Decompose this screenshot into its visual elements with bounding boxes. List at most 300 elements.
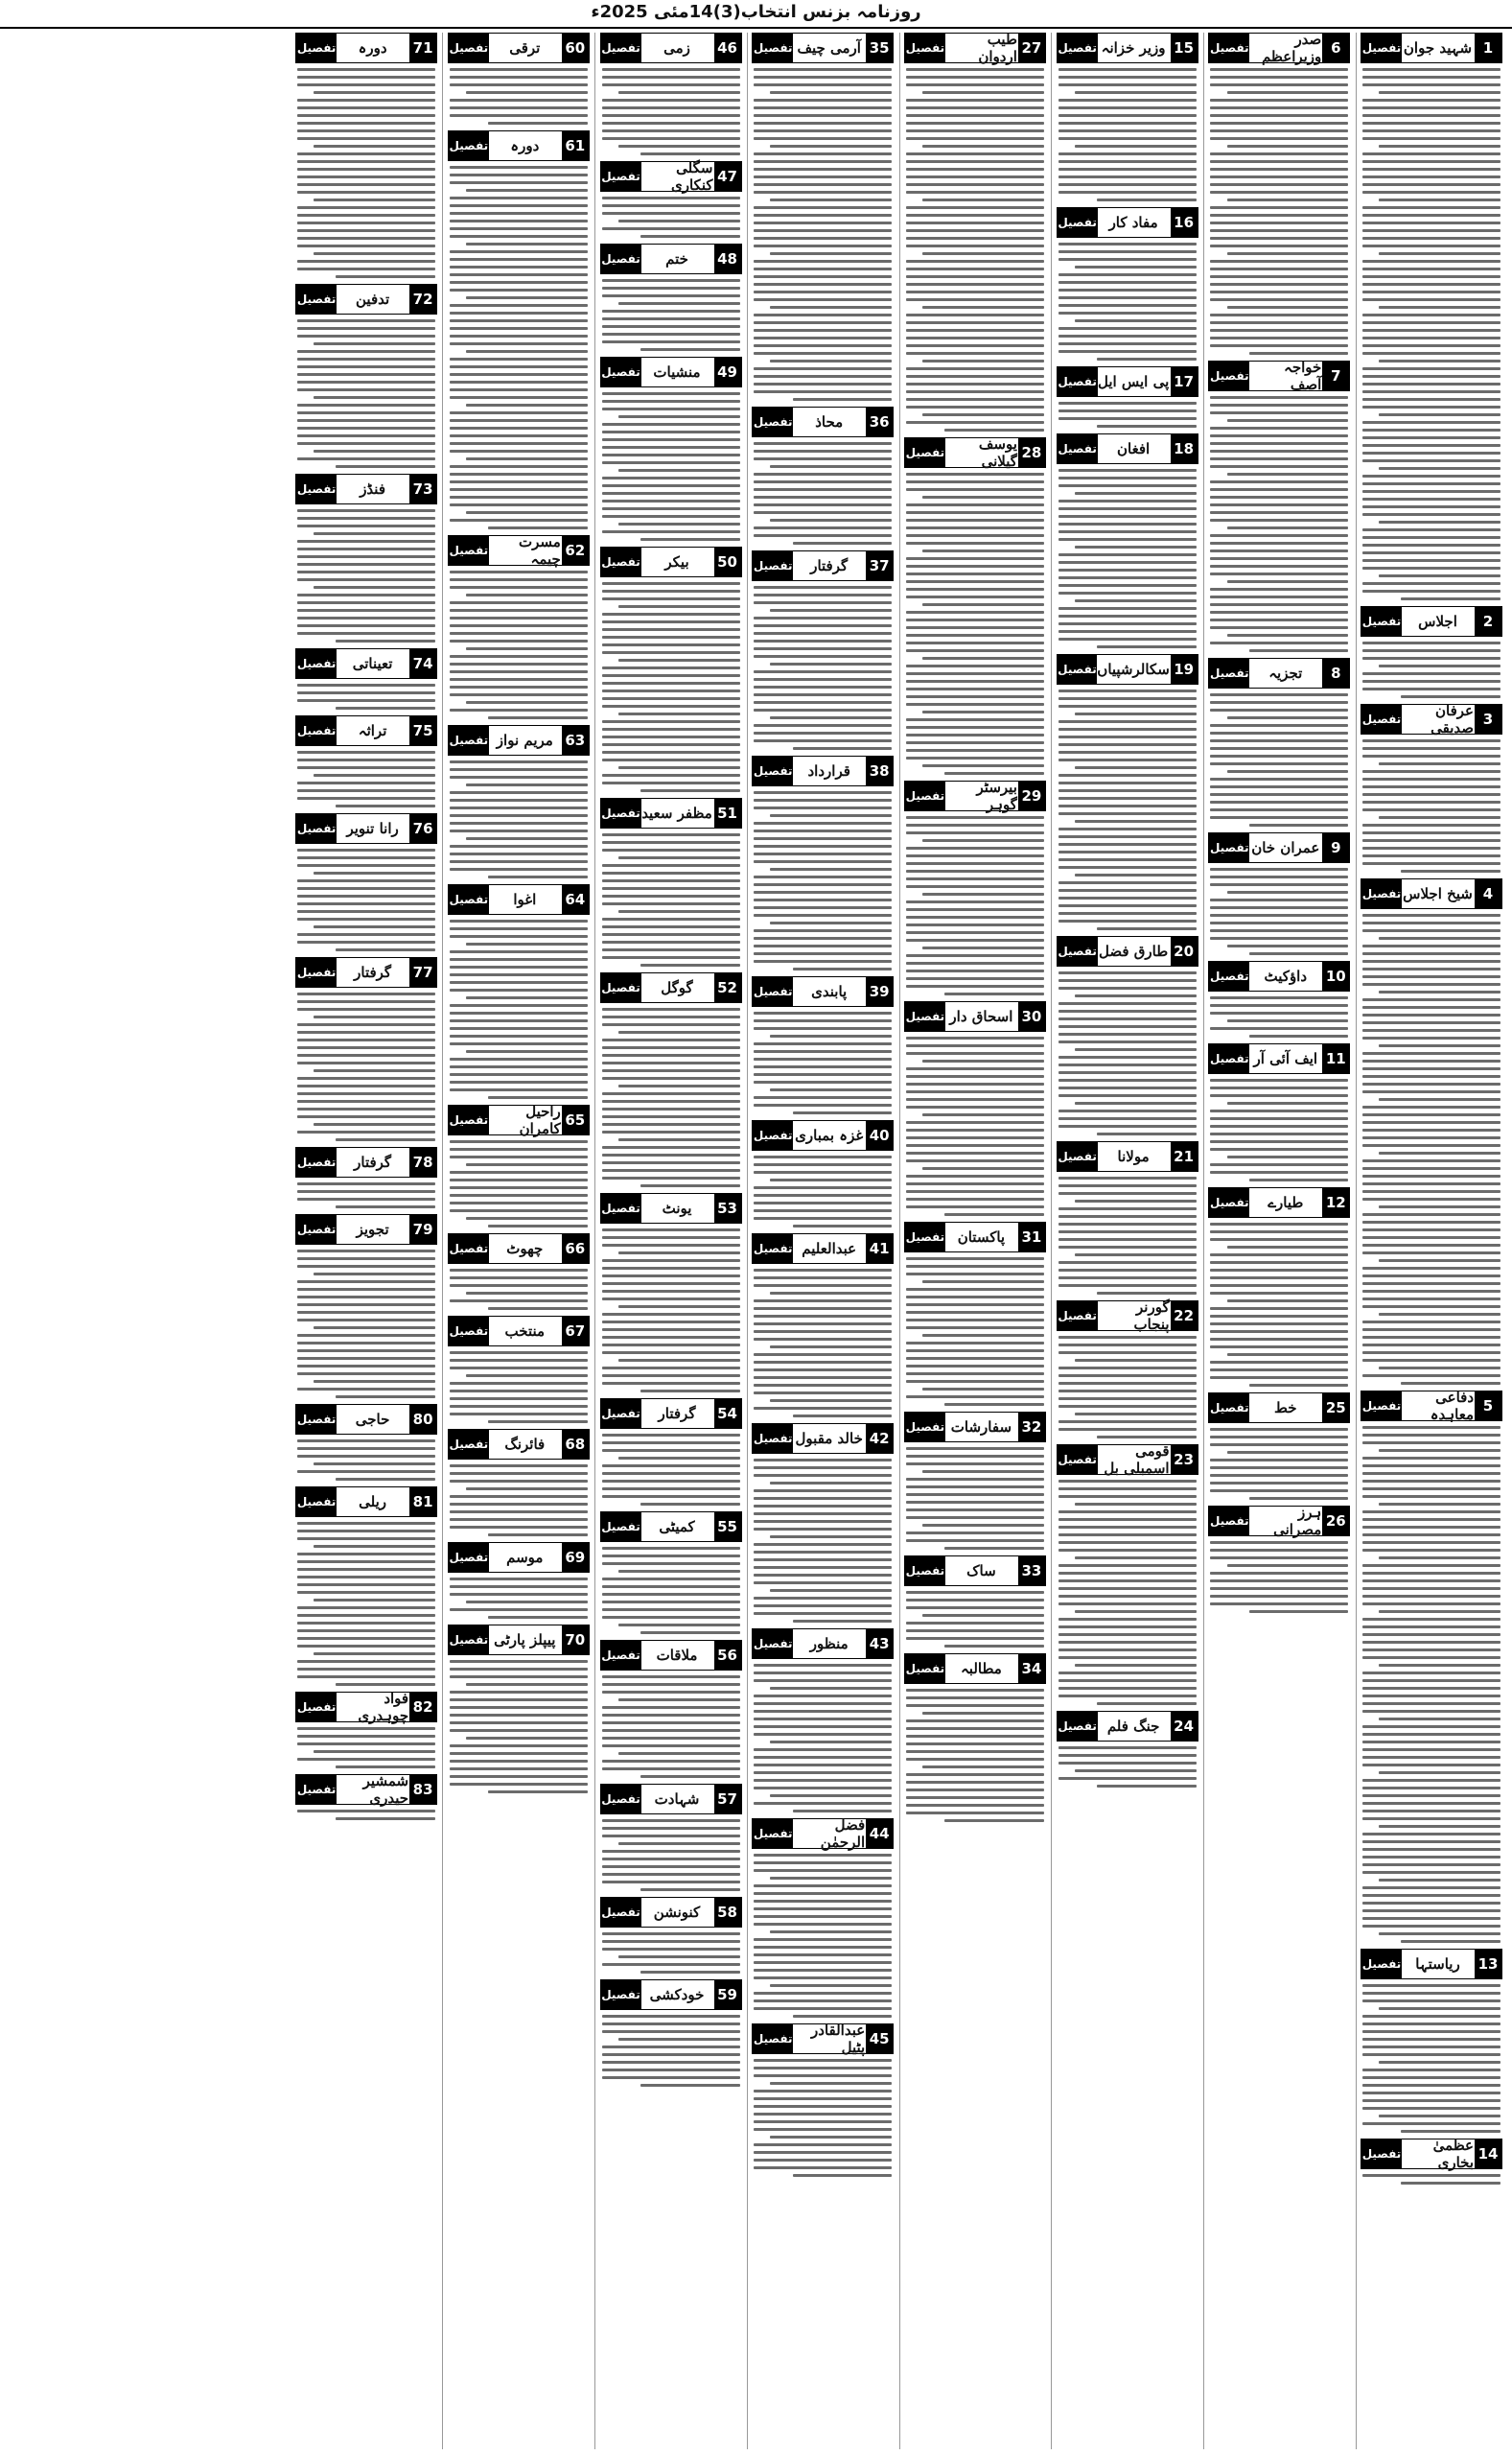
text-line [906, 939, 1044, 942]
item-title: دورہ [358, 39, 387, 57]
text-line [1362, 1159, 1500, 1162]
item-title: دورہ [510, 137, 540, 154]
text-line [1362, 1006, 1500, 1009]
news-item [752, 33, 894, 401]
text-line [450, 83, 588, 86]
text-line [450, 312, 588, 315]
text-line [297, 442, 435, 445]
text-line [602, 1932, 740, 1935]
item-body-text [600, 582, 742, 792]
text-line [618, 1305, 740, 1308]
text-line [602, 1077, 740, 1080]
item-body-text [600, 392, 742, 541]
text-line [1210, 1466, 1348, 1469]
text-line [770, 1794, 892, 1797]
item-body-text [295, 751, 437, 807]
item-body-text [752, 442, 894, 545]
text-line [1210, 899, 1348, 901]
text-line [602, 1675, 740, 1678]
text-line [1058, 697, 1197, 700]
text-line [906, 1750, 1044, 1753]
text-line [754, 329, 892, 332]
text-line [1210, 99, 1348, 102]
text-line [450, 488, 588, 491]
item-heading [1057, 1444, 1198, 1475]
text-line [314, 199, 435, 201]
item-body-text [295, 1250, 437, 1398]
text-line [1210, 1004, 1348, 1007]
text-line [770, 609, 892, 612]
item-tag-label: تفصیل [1058, 1712, 1098, 1741]
text-line [602, 76, 740, 79]
text-line [754, 1497, 892, 1500]
item-heading [600, 1398, 742, 1429]
item-title: دفاعی معاہدہ [1430, 1389, 1474, 1423]
item-number: 17 [1170, 367, 1198, 396]
text-line [770, 663, 892, 666]
news-item [1208, 658, 1350, 827]
text-line [754, 1058, 892, 1061]
text-line [1362, 1848, 1500, 1851]
item-heading [752, 2023, 894, 2054]
text-line [336, 1817, 435, 1820]
item-title: رانا تنویر [346, 820, 399, 837]
item-title: ریاستہا [1415, 1955, 1460, 1973]
item-title: تراثہ [358, 722, 387, 739]
text-line [754, 799, 892, 802]
news-item [295, 284, 437, 468]
text-line [450, 1073, 588, 1076]
text-line [1227, 145, 1349, 148]
text-line [1058, 1533, 1197, 1536]
text-line [793, 542, 893, 545]
text-line [1379, 2061, 1500, 2064]
text-line [1362, 808, 1500, 811]
news-item [1057, 1300, 1198, 1438]
text-line [297, 152, 435, 155]
news-item [1057, 654, 1198, 930]
text-line [602, 317, 740, 320]
text-line [297, 563, 435, 566]
text-line [922, 764, 1044, 767]
item-title: سگلی کنکاری [670, 159, 713, 194]
item-number: 77 [408, 958, 436, 987]
text-line [1210, 1012, 1348, 1015]
item-body-text [600, 1932, 742, 1974]
text-line [754, 1512, 892, 1515]
text-line [906, 283, 1044, 286]
text-line [1362, 1359, 1500, 1362]
text-line [1362, 649, 1500, 652]
text-line [906, 1136, 1044, 1139]
text-line [297, 1470, 435, 1473]
text-line [602, 1434, 740, 1437]
text-line [906, 1516, 1044, 1519]
item-heading [295, 1214, 437, 1245]
text-line [602, 1850, 740, 1853]
item-tag-label: تفصیل [601, 34, 641, 62]
text-line [297, 175, 435, 178]
text-line [1210, 122, 1348, 125]
text-line [450, 678, 588, 681]
text-line [450, 1088, 588, 1091]
text-line [906, 1198, 1044, 1201]
text-line [602, 333, 740, 336]
text-line [466, 1601, 588, 1603]
text-line [1058, 76, 1197, 79]
text-line [602, 1336, 740, 1339]
item-body-text [295, 509, 437, 643]
item-tag-label: تفصیل [601, 973, 641, 1002]
text-line [297, 1108, 435, 1111]
text-line [906, 160, 1044, 163]
text-line [1362, 1321, 1500, 1323]
text-line [1058, 99, 1197, 102]
text-line [602, 1827, 740, 1830]
item-heading [1208, 1187, 1350, 1218]
text-line [1362, 2084, 1500, 2087]
text-line [1362, 1886, 1500, 1889]
text-line [1227, 1353, 1349, 1356]
item-heading [448, 33, 590, 63]
item-body-text [448, 1578, 590, 1619]
text-line [906, 1083, 1044, 1086]
text-line [1362, 1856, 1500, 1859]
text-line [1058, 1518, 1197, 1521]
text-line [754, 2120, 892, 2123]
text-line [906, 985, 1044, 988]
item-tag-label: تفصیل [753, 1629, 793, 1658]
item-heading [752, 1120, 894, 1151]
text-line [450, 1405, 588, 1408]
text-line [754, 1466, 892, 1469]
item-number: 34 [1017, 1654, 1045, 1683]
text-line [1379, 521, 1500, 524]
text-line [1210, 808, 1348, 811]
text-line [450, 327, 588, 330]
news-item [752, 1423, 894, 1623]
item-body-text [1057, 68, 1198, 201]
item-number: 21 [1170, 1142, 1198, 1171]
item-number: 28 [1017, 438, 1045, 467]
text-line [1362, 314, 1500, 316]
text-line [1362, 482, 1500, 485]
text-line [906, 611, 1044, 614]
text-line [297, 1031, 435, 1034]
text-line [1362, 268, 1500, 270]
news-item [600, 798, 742, 967]
text-line [1249, 1179, 1349, 1181]
item-heading [600, 972, 742, 1003]
item-tag-label: تفصیل [1361, 705, 1402, 734]
text-line [1058, 1125, 1197, 1128]
text-line [922, 496, 1044, 499]
text-line [1362, 778, 1500, 781]
item-title: مطالبہ [961, 1660, 1002, 1677]
item-title: قومی اسمبلی بل [1104, 1442, 1170, 1477]
text-line [1362, 1167, 1500, 1170]
item-tag-label: تفصیل [449, 1543, 489, 1572]
text-line [1058, 296, 1197, 299]
item-body-text [1057, 1746, 1198, 1788]
text-line [754, 390, 892, 393]
text-line [754, 1065, 892, 1068]
text-line [1210, 1541, 1348, 1544]
text-line [602, 1691, 740, 1694]
text-line [602, 400, 740, 403]
text-line [450, 1783, 588, 1786]
item-number: 66 [561, 1234, 589, 1263]
text-line [1075, 319, 1197, 322]
text-line [1210, 914, 1348, 917]
text-line [1362, 206, 1500, 209]
text-line [1362, 680, 1500, 683]
item-number: 30 [1017, 1002, 1045, 1031]
text-line [602, 682, 740, 685]
text-line [450, 1390, 588, 1392]
text-line [1379, 1205, 1500, 1208]
text-line [906, 1804, 1044, 1807]
text-line [754, 1156, 892, 1158]
text-line [1379, 1449, 1500, 1452]
text-line [1210, 83, 1348, 86]
text-line [1058, 1602, 1197, 1605]
text-line [754, 732, 892, 735]
item-body-text [1057, 402, 1198, 428]
text-line [1058, 728, 1197, 731]
item-tag-label: تفصیل [601, 1194, 641, 1223]
text-line [618, 1698, 740, 1701]
text-line [754, 337, 892, 339]
text-line [770, 1035, 892, 1038]
item-body-text [752, 791, 894, 970]
text-line [450, 1382, 588, 1385]
item-number: 18 [1170, 434, 1198, 463]
text-line [1210, 1027, 1348, 1030]
text-line [1058, 1017, 1197, 1020]
text-line [754, 1923, 892, 1926]
text-line [1362, 129, 1500, 132]
text-line [450, 114, 588, 117]
text-line [1362, 1328, 1500, 1331]
text-line [450, 68, 588, 71]
text-line [1058, 1390, 1197, 1392]
item-body-text [448, 166, 590, 529]
item-heading [600, 161, 742, 192]
item-tag-label: تفصیل [753, 977, 793, 1006]
text-line [602, 2061, 740, 2064]
item-body-text [295, 319, 437, 468]
text-line [770, 1535, 892, 1538]
text-line [602, 1313, 740, 1316]
text-line [1362, 854, 1500, 857]
text-line [1362, 544, 1500, 547]
text-line [754, 122, 892, 125]
item-number: 54 [713, 1399, 741, 1428]
text-line [1362, 801, 1500, 804]
text-line [1097, 1702, 1197, 1705]
news-columns [10, 33, 1502, 2449]
text-line [450, 1194, 588, 1197]
text-line [770, 716, 892, 719]
text-line [1058, 1040, 1197, 1043]
text-line [1362, 1810, 1500, 1812]
item-body-text [600, 1547, 742, 1634]
news-item [1057, 1141, 1198, 1295]
text-line [297, 1591, 435, 1594]
text-line [450, 1706, 588, 1709]
text-line [450, 273, 588, 276]
text-line [1362, 968, 1500, 970]
text-line [450, 1269, 588, 1272]
text-line [450, 601, 588, 604]
item-body-text [448, 920, 590, 1099]
text-line [1362, 1464, 1500, 1467]
text-line [602, 530, 740, 533]
text-line [1362, 1067, 1500, 1070]
text-line [754, 1992, 892, 1995]
text-line [450, 624, 588, 627]
text-line [906, 1319, 1044, 1321]
item-title: یوسف گیلانی [978, 435, 1017, 470]
news-column [600, 33, 742, 2449]
text-line [944, 429, 1044, 432]
item-title: فواد چوہدری [358, 1690, 409, 1724]
text-line [754, 222, 892, 224]
item-title: عرفان صدیقی [1431, 702, 1474, 736]
item-number: 58 [713, 1898, 741, 1927]
text-line [450, 99, 588, 102]
text-line [1362, 2053, 1500, 2056]
text-line [618, 145, 740, 148]
text-line [754, 1376, 892, 1379]
text-line [297, 879, 435, 882]
text-line [793, 1111, 893, 1114]
text-line [618, 1031, 740, 1034]
text-line [1362, 1113, 1500, 1116]
text-line [602, 879, 740, 882]
text-line [602, 1858, 740, 1860]
text-line [450, 973, 588, 976]
item-tag-label: تفصیل [1209, 659, 1249, 688]
text-line [450, 1593, 588, 1596]
text-line [466, 996, 588, 999]
text-line [1362, 513, 1500, 516]
text-line [1362, 1144, 1500, 1147]
text-line [297, 206, 435, 209]
news-item [1057, 1444, 1198, 1705]
news-item [904, 1001, 1046, 1216]
text-line [1210, 183, 1348, 186]
text-line [450, 1140, 588, 1143]
text-line [906, 542, 1044, 545]
text-line [1362, 824, 1500, 827]
text-line [1379, 1664, 1500, 1667]
text-line [1075, 1610, 1197, 1613]
text-line [906, 580, 1044, 583]
item-body-text [1057, 1177, 1198, 1295]
text-line [1058, 68, 1197, 71]
text-line [1210, 260, 1348, 263]
text-line [297, 1758, 435, 1761]
item-tag-label: تفصیل [296, 1693, 337, 1721]
text-line [906, 1789, 1044, 1791]
text-line [450, 609, 588, 612]
text-line [602, 492, 740, 495]
text-line [1075, 492, 1197, 495]
text-line [1362, 1014, 1500, 1017]
text-line [1362, 1052, 1500, 1055]
text-line [1227, 1564, 1349, 1567]
item-number: 16 [1170, 208, 1198, 237]
text-line [1362, 183, 1500, 186]
item-tag-label: تفصیل [753, 757, 793, 785]
text-line [602, 956, 740, 959]
text-line [1362, 1495, 1500, 1498]
news-item [600, 1784, 742, 1891]
text-line [450, 342, 588, 345]
text-line [1058, 484, 1197, 487]
text-line [754, 709, 892, 712]
text-line [1362, 1687, 1500, 1690]
text-line [1249, 1610, 1349, 1613]
text-line [602, 1737, 740, 1740]
news-item [448, 1316, 590, 1423]
text-line [906, 329, 1044, 332]
news-item [1208, 961, 1350, 1038]
text-line [754, 1664, 892, 1667]
text-line [1210, 1140, 1348, 1143]
text-line [1075, 1359, 1197, 1362]
text-line [1362, 755, 1500, 758]
text-line [1227, 1019, 1349, 1022]
text-line [754, 2090, 892, 2093]
text-line [450, 1171, 588, 1174]
text-line [602, 1706, 740, 1709]
text-line [754, 1861, 892, 1864]
text-line [450, 1660, 588, 1663]
text-line [754, 1907, 892, 1910]
item-title: طیب اردوان [978, 33, 1017, 65]
item-number: 59 [713, 1980, 741, 2009]
item-body-text [600, 833, 742, 967]
text-line [602, 1016, 740, 1018]
text-line [1362, 229, 1500, 232]
item-body-text [752, 586, 894, 750]
text-line [754, 1209, 892, 1212]
text-line [754, 260, 892, 263]
text-line [1362, 1083, 1500, 1086]
text-line [754, 1787, 892, 1789]
text-line [1362, 1426, 1500, 1429]
text-line [906, 68, 1044, 71]
text-line [754, 457, 892, 460]
text-line [602, 941, 740, 944]
text-line [450, 1202, 588, 1204]
text-line [602, 674, 740, 677]
text-line [1362, 688, 1500, 690]
text-line [906, 877, 1044, 880]
text-line [1210, 1595, 1348, 1598]
item-body-text [1057, 469, 1198, 648]
text-line [1362, 337, 1500, 339]
text-line [1210, 626, 1348, 629]
text-line [314, 1462, 435, 1465]
text-line [1210, 611, 1348, 614]
news-item [1057, 366, 1198, 428]
text-line [1075, 820, 1197, 823]
item-number: 75 [408, 716, 436, 745]
